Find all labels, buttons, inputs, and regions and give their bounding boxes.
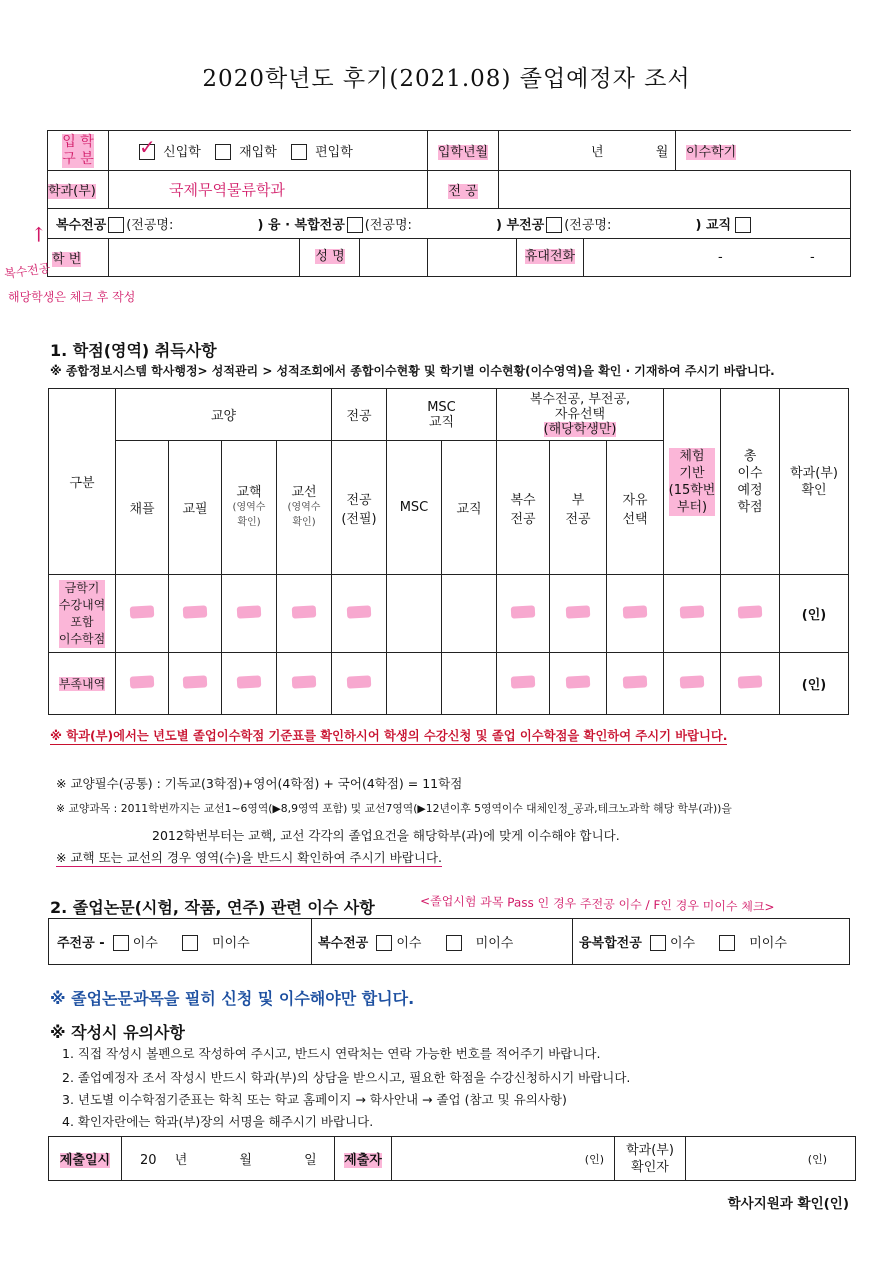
row-label-shortage: 부족내역 [58,677,106,691]
check-icon: ✓ [139,135,156,160]
msc-cell[interactable] [387,575,442,653]
admission-re-checkbox[interactable] [215,144,231,160]
double-major-done-checkbox[interactable] [376,935,392,951]
submission-table [48,1136,856,1181]
confirmer-label: 학과(부) 확인자 [626,1142,674,1175]
admission-new-checkbox[interactable] [139,135,156,160]
experience-header: 체험 기반 (15학번 부터) [668,448,716,515]
teaching-cell[interactable] [442,653,497,715]
elective-liberal-cell[interactable] [277,653,332,715]
phone-dash-1: - [718,250,723,265]
fusion-major-thesis-label: 융복합전공 [579,935,642,951]
liberal-courses-note-2: 2012학번부터는 교핵, 교선 각각의 졸업요건을 해당학부(과)에 맞게 이수해야 합니다. [152,828,620,843]
admission-new-label: 신입학 [163,144,201,160]
seal-cell [780,653,849,715]
seal-text: (인) [801,608,827,623]
year-prefix: 20 [140,1153,157,1168]
arrow-icon: ↗ [23,219,53,249]
msc-header: MSC [399,500,429,515]
name-label: 성 명 [315,249,345,264]
thesis-table [48,918,850,965]
table-row [49,653,849,715]
total-credits-header: 총 이수 예정 학점 [737,448,763,515]
major-header: 전공 [346,409,372,424]
teaching-cell[interactable] [442,575,497,653]
fusion-major-not-done-label: 미이수 [749,935,787,951]
cautions-heading: ※ 작성시 유의사항 [50,1023,185,1042]
core-liberal-header: 교핵 [236,485,262,500]
liberal-required-note: ※ 교양필수(공통) : 기독교(3학점)+영어(4학점) + 국어(4학점) = 11학점 [56,776,463,791]
free-elective-cell[interactable] [607,575,664,653]
minor-header: 부 전공 [565,492,591,527]
phone-label: 휴대전화 [524,249,576,264]
caution-item-1: 1. 직접 작성시 볼펜으로 작성하여 주시고, 반드시 연락처는 연락 가능한 번호를 적어주기 바랍니다. [62,1046,601,1061]
close-paren-fusion: ) 융 · 복합전공 [257,217,345,233]
major-label: 전 공 [448,184,478,199]
double-major-header: 복수 전공 [510,492,536,527]
minor-cell[interactable] [550,575,607,653]
credits-table [48,388,849,715]
multi-sub-header: (해당학생만) [543,422,617,437]
msc-cell[interactable] [387,653,442,715]
fusion-major-done-label: 이수 [669,935,696,951]
submit-date-label: 제출일시 [59,1153,111,1168]
chapel-header: 채플 [129,502,155,517]
confirmer-seal: (인) [807,1152,827,1166]
caution-item-2: 2. 졸업예정자 조서 작성시 반드시 학과(부)의 상담을 받으시고, 필요한 학점을 수강신청하시기 바랍니다. [62,1070,631,1085]
double-major-cell[interactable] [497,653,550,715]
required-liberal-cell[interactable] [169,575,222,653]
caution-item-4: 4. 확인자란에는 학과(부)장의 서명을 해주시기 바랍니다. [62,1114,374,1129]
multi-header: 복수전공, 부전공, 자유선택 [529,392,631,422]
semesters-label: 이수학기 [686,145,737,160]
double-major-thesis-label: 복수전공 [318,935,369,951]
major-name-open-3: (전공명: [564,217,612,233]
thesis-must-notice: ※ 졸업논문과목을 필히 신청 및 이수해야만 합니다. [50,989,415,1008]
section1-warning: ※ 학과(부)에서는 년도별 졸업이수학점 기준표를 확인하시어 학생의 수강신청 및 졸업 이수학점을 확인하여 주시기 바랍니다. [50,726,727,745]
major-cell[interactable] [332,653,387,715]
double-major-done-label: 이수 [396,935,422,951]
semesters-field[interactable] [676,131,851,171]
document-title: 2020학년도 후기(2021.08) 졸업예정자 조서 [202,66,691,92]
close-paren-teaching: ) 교직 [695,217,732,233]
dept-confirm-header: 학과(부) 확인 [790,465,838,498]
total-cell[interactable] [721,653,780,715]
fusion-major-not-done-checkbox[interactable] [719,935,735,951]
admission-year-field[interactable] [499,131,676,171]
category-header: 구분 [69,476,95,491]
liberal-header: 교양 [210,409,237,424]
elective-liberal-header: 교선 [291,485,317,500]
main-major-done-checkbox[interactable] [113,935,129,951]
core-note: (영역수 확인) [232,502,266,528]
msc-teaching-header: MSC 교직 [427,399,456,430]
confirmer-field[interactable] [686,1137,856,1181]
double-major-not-done-checkbox[interactable] [446,935,462,951]
elective-liberal-cell[interactable] [277,575,332,653]
fusion-major-done-checkbox[interactable] [650,935,666,951]
free-elective-cell[interactable] [607,653,664,715]
submit-date-field[interactable] [122,1137,335,1181]
submitter-field[interactable] [392,1137,615,1181]
submitter-label: 제출자 [344,1153,382,1168]
name-field[interactable] [359,239,428,276]
double-major-checkbox[interactable] [108,217,124,233]
main-major-not-done-label: 미이수 [212,935,250,951]
section1-instruction: ※ 종합정보시스템 학사행정> 성적관리 > 성적조회에서 종합이수현황 및 학기별 이수현황(이수영역)을 확인 · 기재하여 주시기 바랍니다. [50,364,775,378]
double-major-cell[interactable] [497,575,550,653]
core-liberal-cell[interactable] [222,575,277,653]
minor-checkbox[interactable] [546,217,562,233]
section1-heading: 1. 학점(영역) 취득사항 [50,341,217,360]
major-required-header: 전공 (전필) [341,492,377,527]
student-id-label: 학 번 [52,252,82,267]
handnote-double-major: 복수전공 [3,260,52,282]
close-paren-minor: ) 부전공 [496,217,545,233]
row-label-current: 금학기 수강내역 포함 이수학점 [58,580,106,646]
major-cell[interactable] [332,575,387,653]
caution-item-3: 3. 년도별 이수학점기준표는 학칙 또는 학교 홈페이지 → 학사안내 → 졸업 (참고 및 유의사항) [62,1092,567,1107]
required-liberal-header: 교필 [182,502,208,517]
area-check-note: ※ 교핵 또는 교선의 경우 영역(수)을 반드시 확인하여 주시기 바랍니다. [56,850,442,865]
chapel-cell[interactable] [116,653,169,715]
main-major-not-done-checkbox[interactable] [182,935,198,951]
section2-heading: 2. 졸업논문(시험, 작품, 연주) 관련 이수 사항 [50,898,375,917]
seal-text: (인) [801,678,827,693]
liberal-courses-note-1: ※ 교양과목 : 2011학번까지는 교선1~6영역(▶8,9영역 포함) 및 교선7영역(▶12년이후 5영역이수 대체인정_공과,테크노과학 해당 학부(과))을 [56,802,732,815]
table-row [49,575,849,653]
dept-value: 국제무역물류학과 [169,181,285,199]
office-confirm: 학사지원과 확인(인) [727,1196,849,1212]
section2-handnote: <졸업시험 과목 Pass 인 경우 주전공 이수 / F인 경우 미이수 체크> [419,893,775,915]
year-unit: 년 [591,145,604,160]
elective-note: (영역수 확인) [287,502,321,528]
admission-type-label: 입 학 구 분 [62,133,94,167]
experience-cell[interactable] [664,653,721,715]
month-unit-footer: 월 [239,1153,252,1168]
teaching-checkbox[interactable] [735,217,751,233]
fusion-major-checkbox[interactable] [347,217,363,233]
double-major-label: 복수전공 [56,217,107,233]
admission-transfer-label: 편입학 [315,144,353,160]
major-field[interactable] [499,171,851,209]
total-cell[interactable] [721,575,780,653]
dept-label: 학과(부) [48,184,96,199]
core-liberal-cell[interactable] [222,653,277,715]
required-liberal-cell[interactable] [169,653,222,715]
minor-cell[interactable] [550,653,607,715]
admission-re-label: 재입학 [239,144,277,160]
admission-year-label: 입학년월 [437,145,489,160]
free-elective-header: 자유 선택 [622,492,648,527]
day-unit-footer: 일 [304,1153,317,1168]
main-major-label: 주전공 - [57,935,105,951]
dept-field[interactable] [109,171,428,209]
submitter-seal: (인) [584,1152,604,1166]
month-unit: 월 [655,145,669,160]
teaching-header: 교직 [456,502,482,517]
chapel-cell[interactable] [116,575,169,653]
major-name-open-2: (전공명: [364,217,412,233]
major-name-open: (전공명: [126,217,174,233]
double-major-not-done-label: 미이수 [475,935,514,951]
year-unit-footer: 년 [174,1153,188,1168]
phone-dash-2: - [810,250,815,265]
student-info-table [47,130,851,277]
phone-row [428,239,851,277]
handnote-check-instruction: 해당학생은 체크 후 작성 [8,290,136,304]
student-id-field[interactable] [109,239,428,277]
seal-cell [780,575,849,653]
main-major-done-label: 이수 [132,935,158,951]
admission-transfer-checkbox[interactable] [291,144,307,160]
experience-cell[interactable] [664,575,721,653]
